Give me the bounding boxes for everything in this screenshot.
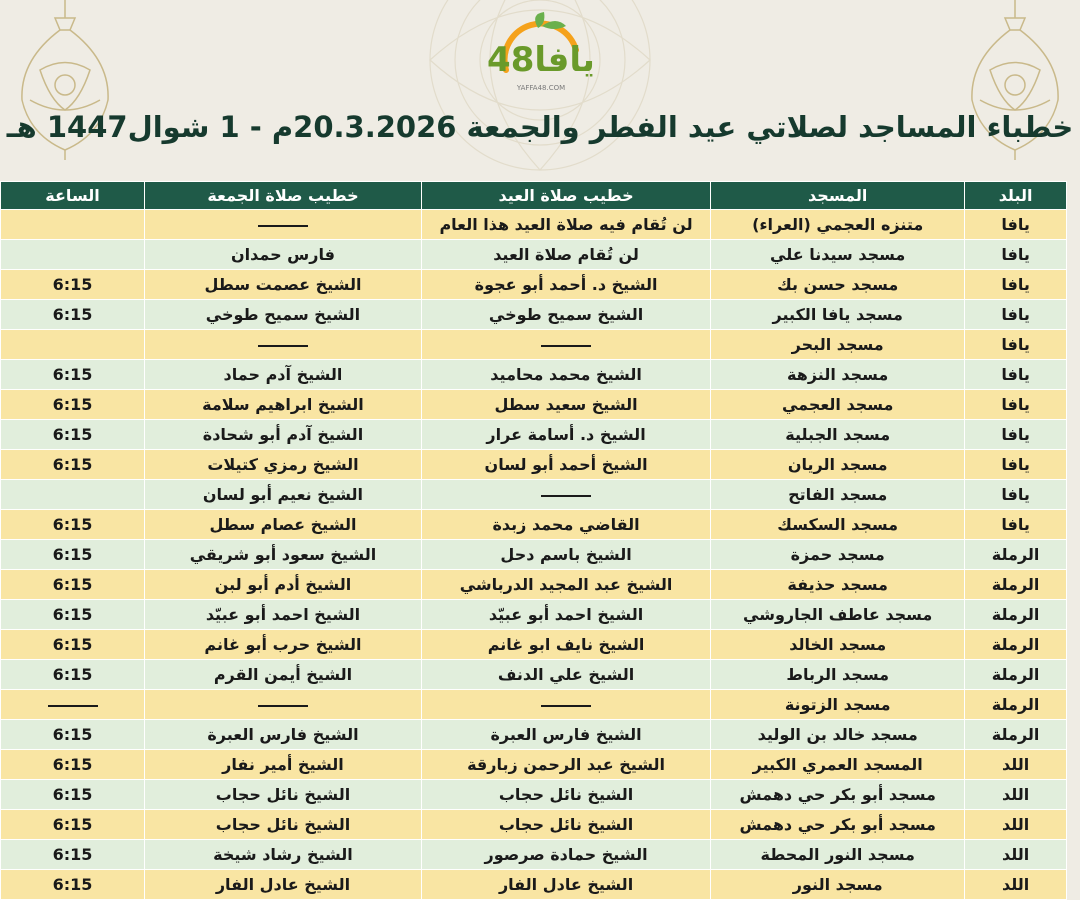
- eid-preacher-cell: القاضي محمد زبدة: [421, 510, 710, 540]
- mosque-cell: مسجد الفاتح: [711, 480, 965, 510]
- city-cell: الرملة: [965, 630, 1067, 660]
- table-row: [1, 360, 1067, 390]
- eid-preacher-cell: الشيخ فارس العبرة: [421, 720, 710, 750]
- city-cell: يافا: [965, 420, 1067, 450]
- time-cell: 6:15: [1, 540, 145, 570]
- jumuah-preacher-cell: الشيخ أدم أبو لبن: [145, 570, 422, 600]
- table-row: [1, 780, 1067, 810]
- time-cell: 6:15: [1, 300, 145, 330]
- mosque-cell: مسجد النور: [711, 870, 965, 900]
- city-cell: اللد: [965, 810, 1067, 840]
- header-eid-preacher: خطيب صلاة العيد: [421, 182, 710, 210]
- jumuah-preacher-cell: [145, 210, 422, 240]
- table-row: [1, 870, 1067, 900]
- city-cell: يافا: [965, 360, 1067, 390]
- empty-dash: [48, 705, 98, 707]
- jumuah-preacher-cell: الشيخ نائل حجاب: [145, 810, 422, 840]
- time-cell: 6:15: [1, 570, 145, 600]
- header-mosque: المسجد: [711, 182, 965, 210]
- time-cell: 6:15: [1, 720, 145, 750]
- city-cell: الرملة: [965, 720, 1067, 750]
- table-row: [1, 390, 1067, 420]
- jumuah-preacher-cell: الشيخ عادل الفار: [145, 870, 422, 900]
- mosque-cell: مسجد سيدنا علي: [711, 240, 965, 270]
- jumuah-preacher-cell: الشيخ آدم حماد: [145, 360, 422, 390]
- time-cell: [1, 330, 145, 360]
- mosque-cell: المسجد العمري الكبير: [711, 750, 965, 780]
- mosque-cell: مسجد الخالد: [711, 630, 965, 660]
- jumuah-preacher-cell: الشيخ ابراهيم سلامة: [145, 390, 422, 420]
- eid-preacher-cell: الشيخ حمادة صرصور: [421, 840, 710, 870]
- city-cell: اللد: [965, 870, 1067, 900]
- table-row: [1, 270, 1067, 300]
- mosque-cell: مسجد أبو بكر حي دهمش: [711, 780, 965, 810]
- time-cell: [1, 210, 145, 240]
- eid-preacher-cell: الشيخ نائل حجاب: [421, 810, 710, 840]
- eid-preacher-cell: [421, 330, 710, 360]
- time-cell: 6:15: [1, 390, 145, 420]
- eid-preacher-cell: [421, 480, 710, 510]
- mosque-cell: مسجد الريان: [711, 450, 965, 480]
- city-cell: اللد: [965, 780, 1067, 810]
- mosque-cell: مسجد السكسك: [711, 510, 965, 540]
- jumuah-preacher-cell: الشيخ أيمن القرم: [145, 660, 422, 690]
- city-cell: يافا: [965, 480, 1067, 510]
- jumuah-preacher-cell: الشيخ رشاد شيخة: [145, 840, 422, 870]
- time-cell: [1, 240, 145, 270]
- eid-preacher-cell: لن تُقام فيه صلاة العيد هذا العام: [421, 210, 710, 240]
- city-cell: يافا: [965, 240, 1067, 270]
- mosque-cell: مسجد الزتونة: [711, 690, 965, 720]
- time-cell: 6:15: [1, 270, 145, 300]
- table-row: [1, 840, 1067, 870]
- table-row: [1, 690, 1067, 720]
- jumuah-preacher-cell: [145, 690, 422, 720]
- table-row: [1, 480, 1067, 510]
- yaffa48-logo: [486, 10, 596, 96]
- city-cell: الرملة: [965, 690, 1067, 720]
- table-header-row: [1, 182, 1067, 210]
- eid-preacher-cell: الشيخ علي الدنف: [421, 660, 710, 690]
- logo-subtext: YAFFA48.COM: [516, 84, 566, 92]
- eid-preacher-cell: الشيخ احمد أبو عبيّد: [421, 600, 710, 630]
- time-cell: 6:15: [1, 870, 145, 900]
- jumuah-preacher-cell: الشيخ آدم أبو شحادة: [145, 420, 422, 450]
- jumuah-preacher-cell: الشيخ سميح طوخي: [145, 300, 422, 330]
- table-row: [1, 600, 1067, 630]
- jumuah-preacher-cell: الشيخ سعود أبو شريقي: [145, 540, 422, 570]
- table-row: [1, 750, 1067, 780]
- mosque-cell: مسجد النزهة: [711, 360, 965, 390]
- eid-preacher-cell: الشيخ عبد الرحمن زبارقة: [421, 750, 710, 780]
- city-cell: يافا: [965, 510, 1067, 540]
- header-time: الساعة: [1, 182, 145, 210]
- empty-dash: [258, 705, 308, 707]
- khutba-schedule-table: [0, 181, 1067, 900]
- city-cell: اللد: [965, 750, 1067, 780]
- header-city: البلد: [965, 182, 1067, 210]
- city-cell: يافا: [965, 330, 1067, 360]
- jumuah-preacher-cell: الشيخ أمير نفار: [145, 750, 422, 780]
- table-row: [1, 420, 1067, 450]
- mosque-cell: مسجد حمزة: [711, 540, 965, 570]
- time-cell: 6:15: [1, 600, 145, 630]
- eid-preacher-cell: [421, 690, 710, 720]
- time-cell: 6:15: [1, 450, 145, 480]
- table-row: [1, 510, 1067, 540]
- time-cell: 6:15: [1, 510, 145, 540]
- time-cell: 6:15: [1, 810, 145, 840]
- empty-dash: [541, 495, 591, 497]
- empty-dash: [258, 345, 308, 347]
- jumuah-preacher-cell: الشيخ رمزي كتيلات: [145, 450, 422, 480]
- jumuah-preacher-cell: الشيخ حرب أبو غانم: [145, 630, 422, 660]
- table-row: [1, 330, 1067, 360]
- table-row: [1, 720, 1067, 750]
- city-cell: يافا: [965, 300, 1067, 330]
- eid-preacher-cell: الشيخ نائل حجاب: [421, 780, 710, 810]
- city-cell: الرملة: [965, 600, 1067, 630]
- city-cell: الرملة: [965, 660, 1067, 690]
- mosque-cell: مسجد العجمي: [711, 390, 965, 420]
- jumuah-preacher-cell: الشيخ فارس العبرة: [145, 720, 422, 750]
- table-row: [1, 570, 1067, 600]
- city-cell: يافا: [965, 270, 1067, 300]
- table-row: [1, 210, 1067, 240]
- time-cell: 6:15: [1, 750, 145, 780]
- city-cell: يافا: [965, 210, 1067, 240]
- city-cell: يافا: [965, 390, 1067, 420]
- mosque-cell: مسجد حذيفة: [711, 570, 965, 600]
- empty-dash: [541, 705, 591, 707]
- empty-dash: [258, 225, 308, 227]
- mosque-cell: مسجد البحر: [711, 330, 965, 360]
- time-cell: 6:15: [1, 420, 145, 450]
- mosque-cell: مسجد يافا الكبير: [711, 300, 965, 330]
- time-cell: [1, 480, 145, 510]
- time-cell: 6:15: [1, 630, 145, 660]
- table-row: [1, 450, 1067, 480]
- time-cell: 6:15: [1, 780, 145, 810]
- table-row: [1, 810, 1067, 840]
- mosque-cell: مسجد النور المحطة: [711, 840, 965, 870]
- mosque-cell: مسجد خالد بن الوليد: [711, 720, 965, 750]
- eid-preacher-cell: الشيخ أحمد أبو لسان: [421, 450, 710, 480]
- table-row: [1, 300, 1067, 330]
- mosque-cell: مسجد عاطف الجاروشي: [711, 600, 965, 630]
- jumuah-preacher-cell: [145, 330, 422, 360]
- city-cell: الرملة: [965, 540, 1067, 570]
- mosque-cell: مسجد الجبلية: [711, 420, 965, 450]
- table-row: [1, 540, 1067, 570]
- page-title: خطباء المساجد لصلاتي عيد الفطر والجمعة 20.3.2026م - 1 شوال1447 هـ: [6, 110, 1074, 144]
- mosque-cell: مسجد الرباط: [711, 660, 965, 690]
- empty-dash: [541, 345, 591, 347]
- eid-preacher-cell: الشيخ عبد المجيد الدرباشي: [421, 570, 710, 600]
- jumuah-preacher-cell: الشيخ نائل حجاب: [145, 780, 422, 810]
- mosque-cell: متنزه العجمي (العراء): [711, 210, 965, 240]
- time-cell: 6:15: [1, 660, 145, 690]
- city-cell: يافا: [965, 450, 1067, 480]
- table-row: [1, 660, 1067, 690]
- eid-preacher-cell: الشيخ سعيد سطل: [421, 390, 710, 420]
- jumuah-preacher-cell: الشيخ عصمت سطل: [145, 270, 422, 300]
- eid-preacher-cell: الشيخ محمد محاميد: [421, 360, 710, 390]
- eid-preacher-cell: الشيخ عادل الفار: [421, 870, 710, 900]
- mosque-cell: مسجد أبو بكر حي دهمش: [711, 810, 965, 840]
- jumuah-preacher-cell: الشيخ نعيم أبو لسان: [145, 480, 422, 510]
- mosque-cell: مسجد حسن بك: [711, 270, 965, 300]
- eid-preacher-cell: الشيخ سميح طوخي: [421, 300, 710, 330]
- eid-preacher-cell: الشيخ باسم دحل: [421, 540, 710, 570]
- jumuah-preacher-cell: فارس حمدان: [145, 240, 422, 270]
- eid-preacher-cell: الشيخ د. أسامة عرار: [421, 420, 710, 450]
- table-body: [1, 210, 1067, 900]
- eid-preacher-cell: لن تُقام صلاة العيد: [421, 240, 710, 270]
- table-row: [1, 630, 1067, 660]
- time-cell: 6:15: [1, 840, 145, 870]
- jumuah-preacher-cell: الشيخ عصام سطل: [145, 510, 422, 540]
- jumuah-preacher-cell: الشيخ احمد أبو عبيّد: [145, 600, 422, 630]
- time-cell: 6:15: [1, 360, 145, 390]
- table-row: [1, 240, 1067, 270]
- city-cell: الرملة: [965, 570, 1067, 600]
- header-jumuah-preacher: خطيب صلاة الجمعة: [145, 182, 422, 210]
- eid-preacher-cell: الشيخ د. أحمد أبو عجوة: [421, 270, 710, 300]
- eid-preacher-cell: الشيخ نايف ابو غانم: [421, 630, 710, 660]
- city-cell: اللد: [965, 840, 1067, 870]
- time-cell: [1, 690, 145, 720]
- logo-text: يافا48: [487, 40, 595, 80]
